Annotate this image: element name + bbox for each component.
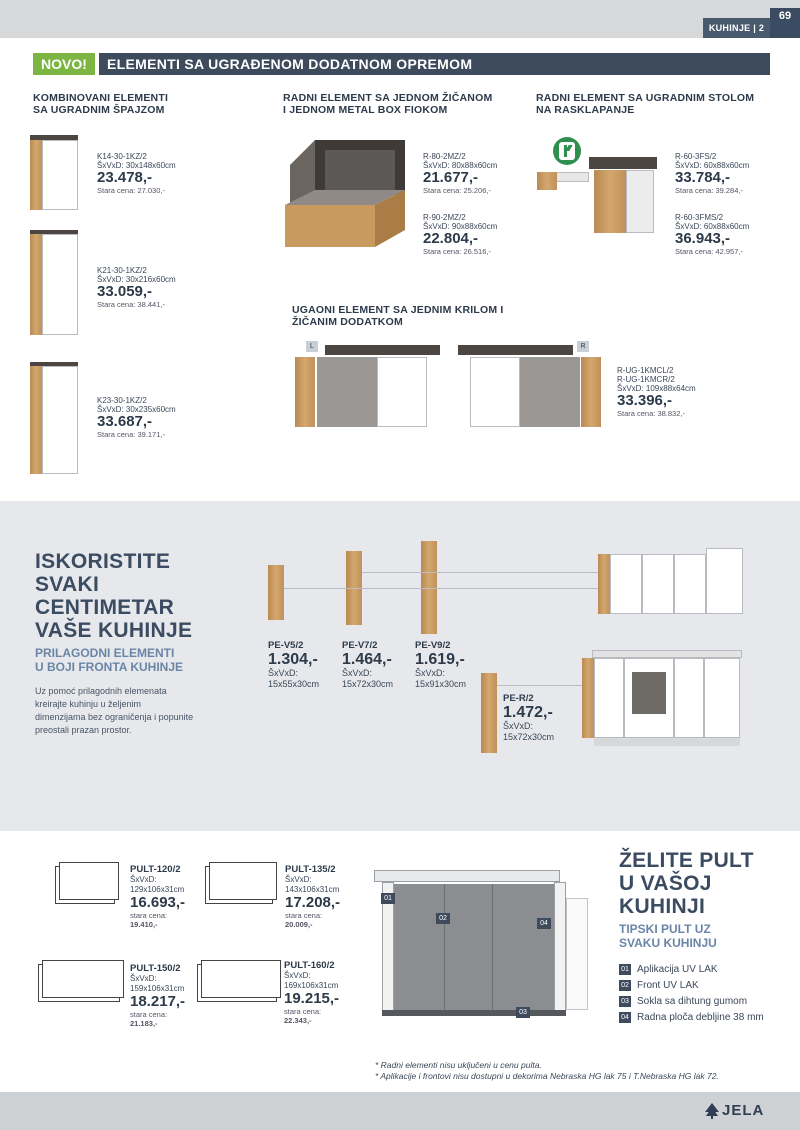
product-r80: R-80-2MZ/2 ŠxVxD: 80x88x60cm 21.677,- Stara cena: 25.206,- (423, 152, 498, 195)
cabinet-image-k23 (30, 362, 78, 474)
table-unit-image (537, 150, 662, 235)
pult-150-info: PULT-150/2 ŠxVxD: 159x106x31cm 18.217,- stara cena: 21.183,- (130, 963, 186, 1028)
product-r-ug: R-UG-1KMCL/2 R-UG-1KMCR/2 ŠxVxD: 109x88x64cm 33.396,- Stara cena: 38.832,- (617, 366, 696, 418)
feature-item: 04 Radna ploča debljine 38 mm (619, 1010, 764, 1026)
pult-135-info: PULT-135/2 ŠxVxD: 143x106x31cm 17.208,- stara cena: 20.009,- (285, 864, 341, 929)
pult-features-list (619, 962, 764, 1026)
product-r60-3fs: R-60-3FS/2 ŠxVxD: 60x88x60cm 33.784,- Stara cena: 39.284,- (675, 152, 750, 195)
feature-item: 01 Aplikacija UV LAK (619, 962, 764, 978)
pult-135-image (205, 862, 277, 904)
product-k21: K21-30-1KZ/2 ŠxVxD: 30x216x60cm 33.059,- Stara cena: 38.441,- (97, 266, 176, 309)
radni-sto-title: RADNI ELEMENT SA UGRADNIM STOLOM NA RASKLAPANJE (536, 92, 755, 116)
drawer-unit-image (285, 135, 410, 250)
section-banner-title: ELEMENTI SA UGRAĐENOM DODATNOM OPREMOM (99, 53, 770, 75)
right-variant-tag: R (577, 341, 589, 352)
pult-render-image (372, 870, 590, 1022)
panel-pe-v5 (268, 565, 284, 620)
product-r90: R-90-2MZ/2 ŠxVxD: 90x88x60cm 22.804,- Stara cena: 26.516,- (423, 213, 498, 256)
product-k23: K23-30-1KZ/2 ŠxVxD: 30x235x60cm 33.687,- Stara cena: 39.171,- (97, 396, 176, 439)
page-number: 69 (770, 8, 800, 38)
promo-title: ISKORISTITE SVAKI CENTIMETAR VAŠE KUHINJE (35, 550, 193, 642)
promo-subtitle: PRILAGODNI ELEMENTI U BOJI FRONTA KUHINJE (35, 646, 184, 674)
callout-02: 02 (436, 913, 450, 924)
guide-line-1 (284, 588, 600, 589)
lower-cabinets-image (582, 650, 742, 750)
radni-zicani-title: RADNI ELEMENT SA JEDNOM ŽIČANOM I JEDNOM METAL BOX FIOKOM (283, 92, 493, 116)
panel-info-pe-v7: PE-V7/2 1.464,- ŠxVxD: 15x72x30cm (342, 640, 394, 689)
upper-cabinets-image (598, 548, 743, 616)
kombinovani-title: KOMBINOVANI ELEMENTI SA UGRADNIM ŠPAJZOM (33, 92, 169, 116)
pult-120-image (55, 862, 119, 904)
pult-subtitle: TIPSKI PULT UZ SVAKU KUHINJU (619, 922, 717, 950)
ugaoni-title: UGAONI ELEMENT SA JEDNIM KRILOM I ŽIČANIM DODATKOM (292, 304, 504, 328)
fir-tree-icon (705, 1103, 719, 1119)
cabinet-image-k14 (30, 135, 78, 210)
callout-04: 04 (537, 918, 551, 929)
category-tab: KUHINJE | 2 (703, 18, 770, 38)
brand-logo (705, 1102, 764, 1119)
left-variant-tag: L (306, 341, 318, 352)
product-k14: K14-30-1KZ/2 ŠxVxD: 30x148x60cm 23.478,- Stara cena: 27.030,- (97, 152, 176, 195)
panel-info-pe-r: PE-R/2 1.472,- ŠxVxD: 15x72x30cm (503, 693, 555, 742)
panel-info-pe-v9: PE-V9/2 1.619,- ŠxVxD: 15x91x30cm (415, 640, 467, 689)
footnotes: * Radni elementi nisu uključeni u cenu pulta. * Aplikacije i frontovi nisu dostupni u dekorima Nebraska HG lak 75 i T.Nebraska HG lak 72. (375, 1060, 719, 1081)
product-r60-3fms: R-60-3FMS/2 ŠxVxD: 60x88x60cm 36.943,- Stara cena: 42.957,- (675, 213, 750, 256)
footer-bar (0, 1092, 800, 1130)
pult-160-info: PULT-160/2 ŠxVxD: 169x106x31cm 19.215,- stara cena: 22.343,- (284, 960, 340, 1025)
pult-title: ŽELITE PULT U VAŠOJ KUHINJI (619, 849, 754, 918)
panel-pe-r (481, 673, 497, 753)
callout-01: 01 (381, 893, 395, 904)
guide-line-3 (496, 685, 582, 686)
pult-120-info: PULT-120/2 ŠxVxD: 129x106x31cm 16.693,- stara cena: 19.410,- (130, 864, 186, 929)
corner-unit-left-image (295, 345, 440, 431)
novo-badge: NOVO! (33, 53, 95, 75)
pult-150-image (38, 960, 124, 1002)
panel-info-pe-v5: PE-V5/2 1.304,- ŠxVxD: 15x55x30cm (268, 640, 320, 689)
promo-body: Uz pomoć prilagodnih elemenata kreirajte kuhinju u željenim dimenzijama bez ograničenja i popunite preostali prazan prostor. (35, 686, 194, 735)
callout-03: 03 (516, 1007, 530, 1018)
feature-item: 03 Sokla sa dihtung gumom (619, 994, 764, 1010)
guide-line-2 (362, 572, 600, 573)
corner-unit-right-image (458, 345, 603, 431)
brand-name: JELA (722, 1102, 765, 1119)
top-bar (0, 0, 800, 38)
feature-item: 02 Front UV LAK (619, 978, 764, 994)
pult-160-image (197, 960, 281, 1002)
cabinet-image-k21 (30, 230, 78, 335)
